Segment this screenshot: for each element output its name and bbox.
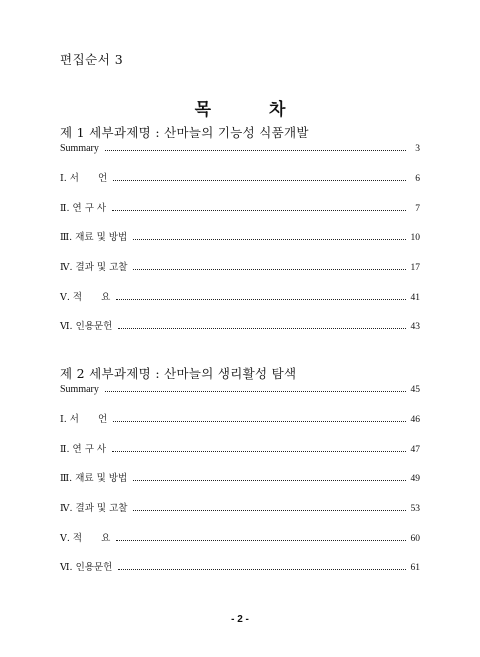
dot-leader — [133, 238, 406, 240]
dot-leader — [133, 479, 406, 481]
toc-title: 목차 — [194, 100, 344, 120]
toc-entry-page: 10 — [410, 233, 420, 243]
toc-entry-label: Ⅳ. 결과 및 고찰 — [60, 503, 128, 514]
toc-row[interactable] — [60, 500, 420, 514]
toc-entry-page: 7 — [415, 204, 420, 214]
dot-leader — [118, 327, 406, 329]
toc-row[interactable] — [60, 170, 420, 184]
toc-row[interactable] — [60, 470, 420, 484]
dot-leader — [105, 390, 406, 392]
dot-leader — [113, 179, 406, 181]
toc-row[interactable] — [60, 441, 420, 455]
toc-entry-page: 41 — [410, 293, 420, 303]
toc-entry-page: 60 — [410, 534, 420, 544]
toc-entry-label: Ⅱ. 연 구 사 — [60, 444, 107, 455]
toc-entry-label: Ⅳ. 결과 및 고찰 — [60, 262, 128, 273]
toc-row[interactable] — [60, 140, 420, 154]
toc-entry-label: Summary — [60, 384, 99, 395]
toc-entry-label: Ⅰ. 서 언 — [60, 414, 108, 425]
dot-leader — [112, 450, 406, 452]
section-1-title: 제 1 세부과제명 : 산마늘의 기능성 식품개발 — [60, 125, 309, 140]
toc-entry-page: 17 — [410, 263, 420, 273]
dot-leader — [116, 539, 406, 541]
toc-entry-page: 45 — [410, 385, 420, 395]
toc-row[interactable] — [60, 289, 420, 303]
toc-entry-label: Ⅵ. 인용문헌 — [60, 562, 113, 573]
dot-leader — [133, 268, 406, 270]
dot-leader — [116, 298, 406, 300]
dot-leader — [118, 568, 406, 570]
toc-row[interactable] — [60, 530, 420, 544]
section-2-title: 제 2 세부과제명 : 산마늘의 생리활성 탐색 — [60, 366, 297, 381]
toc-entry-label: Ⅲ. 재료 및 방법 — [60, 232, 128, 243]
toc-entry-label: Summary — [60, 143, 99, 154]
toc-row[interactable] — [60, 411, 420, 425]
dot-leader — [112, 209, 406, 211]
toc-row[interactable] — [60, 381, 420, 395]
toc-entry-page: 3 — [415, 144, 420, 154]
toc-row[interactable] — [60, 229, 420, 243]
toc-row[interactable] — [60, 318, 420, 332]
toc-row[interactable] — [60, 200, 420, 214]
toc-entry-page: 49 — [410, 474, 420, 484]
toc-entry-label: Ⅰ. 서 언 — [60, 173, 108, 184]
dot-leader — [113, 420, 406, 422]
page-number: - 2 - — [231, 614, 249, 625]
toc-entry-label: Ⅲ. 재료 및 방법 — [60, 473, 128, 484]
toc-entry-page: 53 — [410, 504, 420, 514]
toc-row[interactable] — [60, 559, 420, 573]
edit-order-label: 편집순서 3 — [60, 52, 124, 67]
toc-entry-page: 47 — [410, 445, 420, 455]
toc-entry-label: Ⅱ. 연 구 사 — [60, 203, 107, 214]
toc-entry-page: 43 — [410, 322, 420, 332]
dot-leader — [105, 149, 406, 151]
toc-entry-label: Ⅴ. 적 요 — [60, 292, 111, 303]
toc-entry-label: Ⅵ. 인용문헌 — [60, 321, 113, 332]
toc-entry-page: 6 — [415, 174, 420, 184]
toc-row[interactable] — [60, 259, 420, 273]
toc-entry-label: Ⅴ. 적 요 — [60, 533, 111, 544]
dot-leader — [133, 509, 406, 511]
toc-entry-page: 61 — [410, 563, 420, 573]
toc-entry-page: 46 — [410, 415, 420, 425]
